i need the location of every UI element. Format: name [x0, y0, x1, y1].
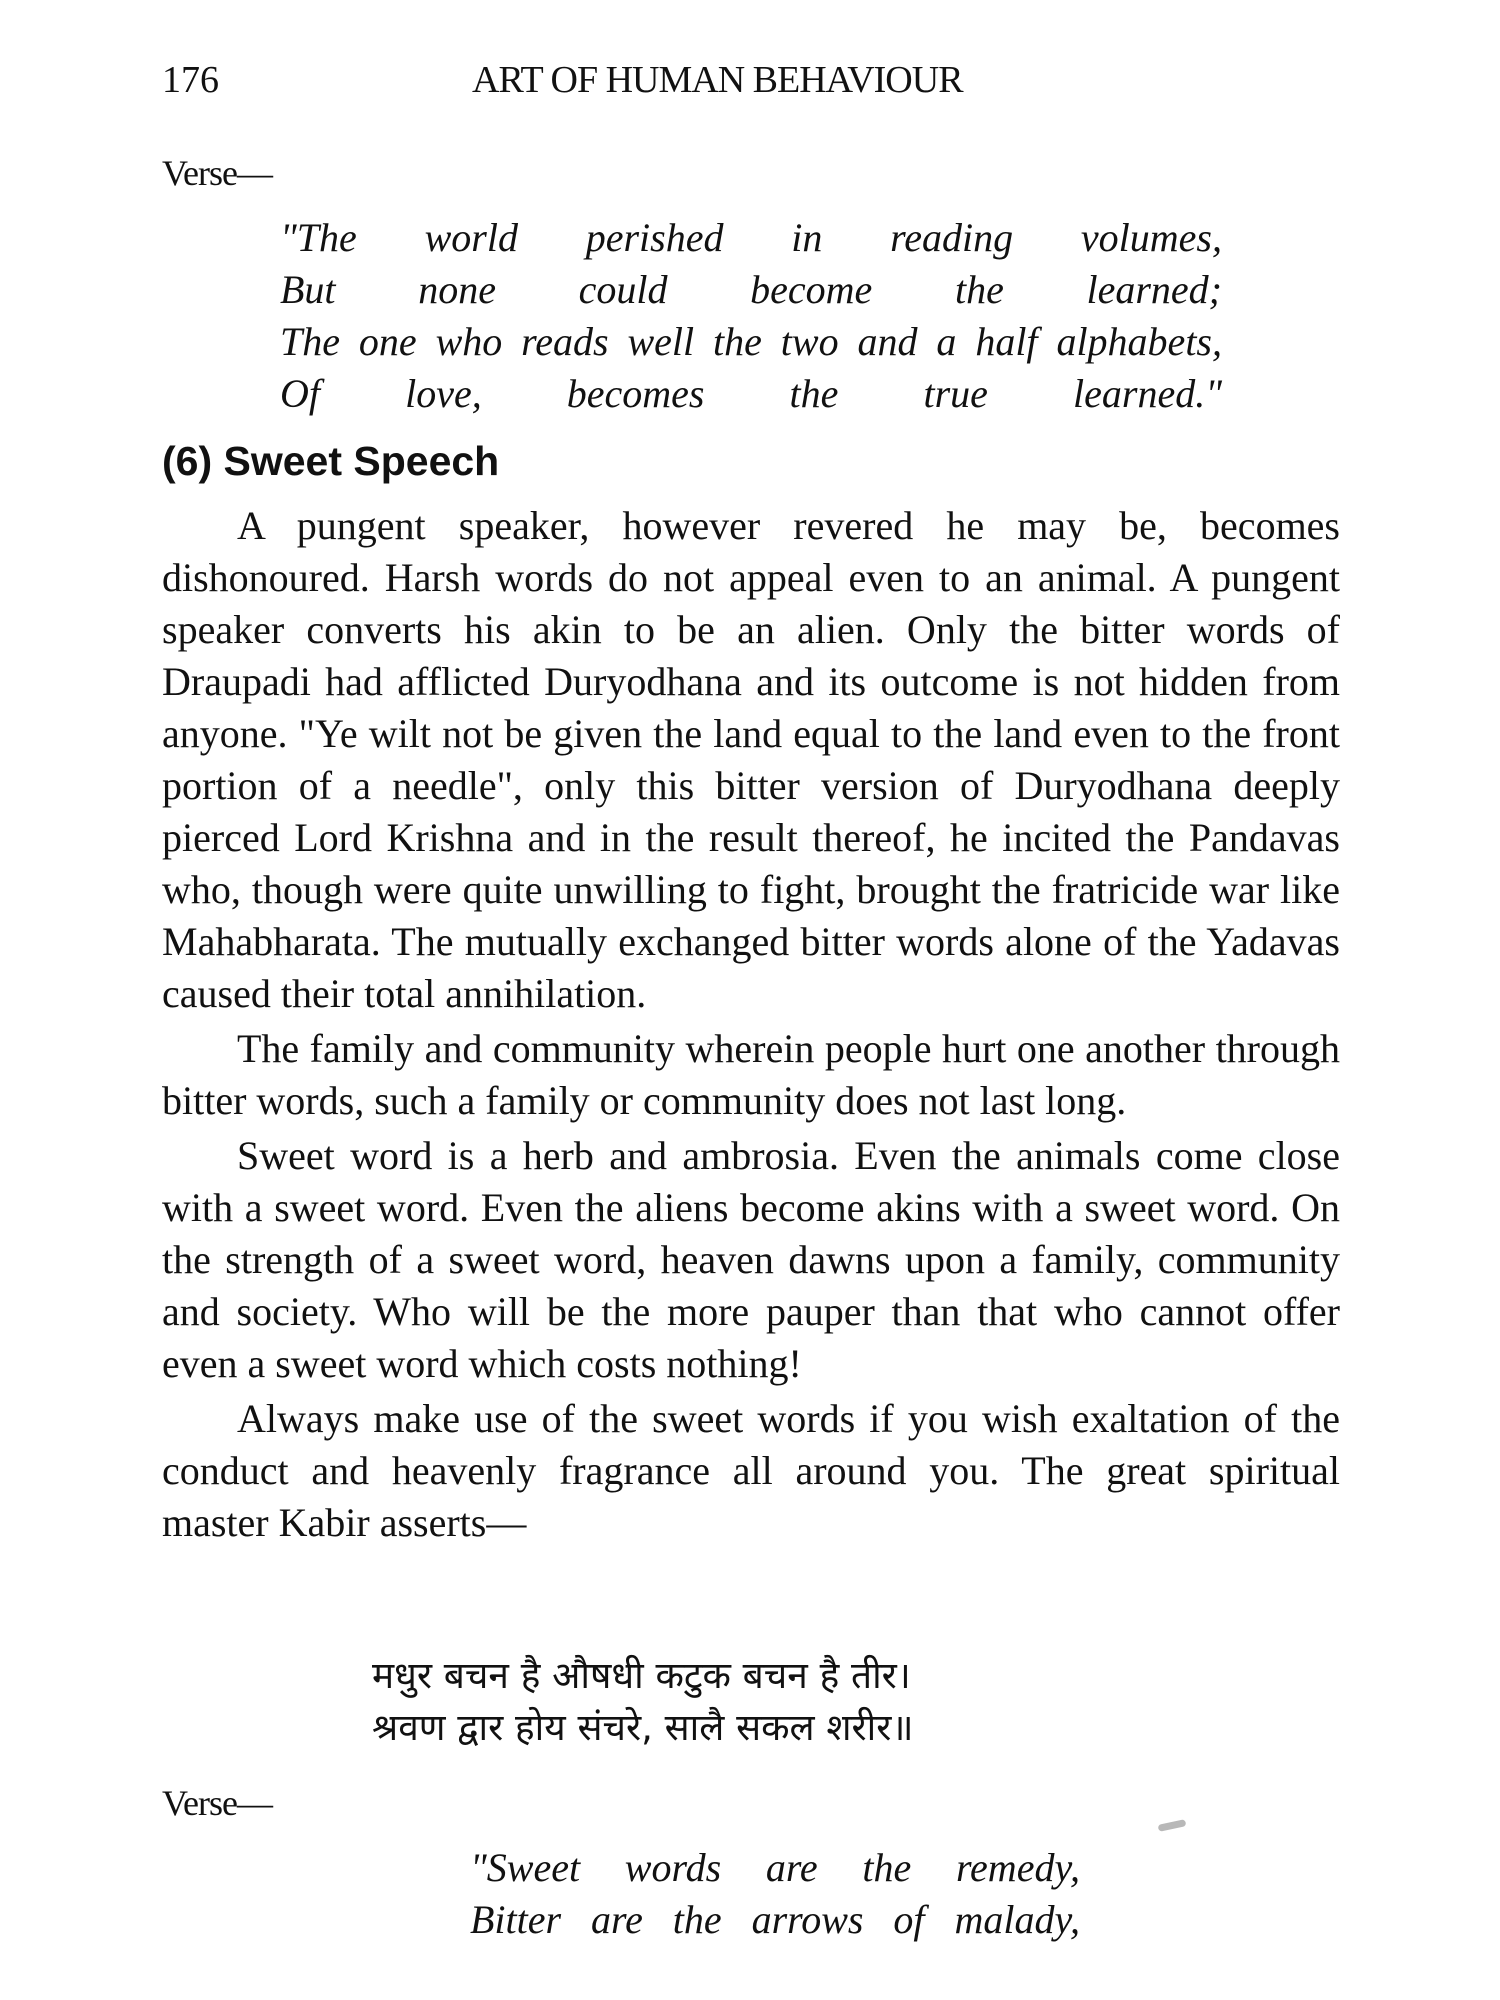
page-header [162, 58, 1342, 108]
verse-label: Verse— [162, 153, 272, 193]
verse-line: "The world perished in reading volumes, [280, 215, 1222, 260]
verse-block [280, 212, 1222, 420]
section-body [162, 500, 1340, 1552]
ink-smudge [1158, 1819, 1187, 1832]
verse-line: Of love, becomes the true learned." [280, 371, 1222, 416]
verse-line: "Sweet words are the remedy, [470, 1845, 1080, 1890]
page-number: 176 [162, 59, 219, 101]
paragraph: Always make use of the sweet words if you wish exaltation of the conduct and heavenly fragrance all around you. The great spiritual master Kabir asserts— [162, 1396, 1340, 1545]
verse-line: Bitter are the arrows of malady, [470, 1897, 1080, 1942]
hindi-line: श्रवण द्वार होय संचरे, सालै सकल शरीर॥ [372, 1706, 914, 1749]
paragraph: A pungent speaker, however revered he may be, becomes dishonoured. Harsh words do not appeal even to an animal. A pungent speaker converts his akin to be an alien. Only the bitter words of Draupadi had afflicted Duryodhana and its outcome is not hidden from anyone. "Ye wilt not be given the land equal to the land even to the front portion of a needle", only this bitter version of Duryodhana deeply pierced Lord Krishna and in the result thereof, he incited the Pandavas who, though were quite unwilling to fight, brought the fratricide war like Mahabharata. The mutually exchanged bitter words alone of the Yadavas caused their total annihilation. [162, 503, 1340, 1016]
hindi-couplet [372, 1650, 914, 1754]
paragraph: The family and community wherein people hurt one another through bitter words, such a family or community does not last long. [162, 1026, 1340, 1123]
verse-block [470, 1842, 1080, 1946]
verse-label: Verse— [162, 1783, 272, 1823]
running-title: ART OF HUMAN BEHAVIOUR [472, 59, 963, 101]
verse-line: The one who reads well the two and a half alphabets, [280, 319, 1222, 364]
hindi-line: मधुर बचन है औषधी कटुक बचन है तीर। [372, 1654, 911, 1697]
verse-line: But none could become the learned; [280, 267, 1222, 312]
paragraph: Sweet word is a herb and ambrosia. Even the animals come close with a sweet word. Even the aliens become akins with a sweet word. On the strength of a sweet word, heaven dawns upon a family, community and society. Who will be the more pauper than that who cannot offer even a sweet word which costs nothing! [162, 1133, 1340, 1386]
section-heading: (6) Sweet Speech [162, 438, 500, 484]
